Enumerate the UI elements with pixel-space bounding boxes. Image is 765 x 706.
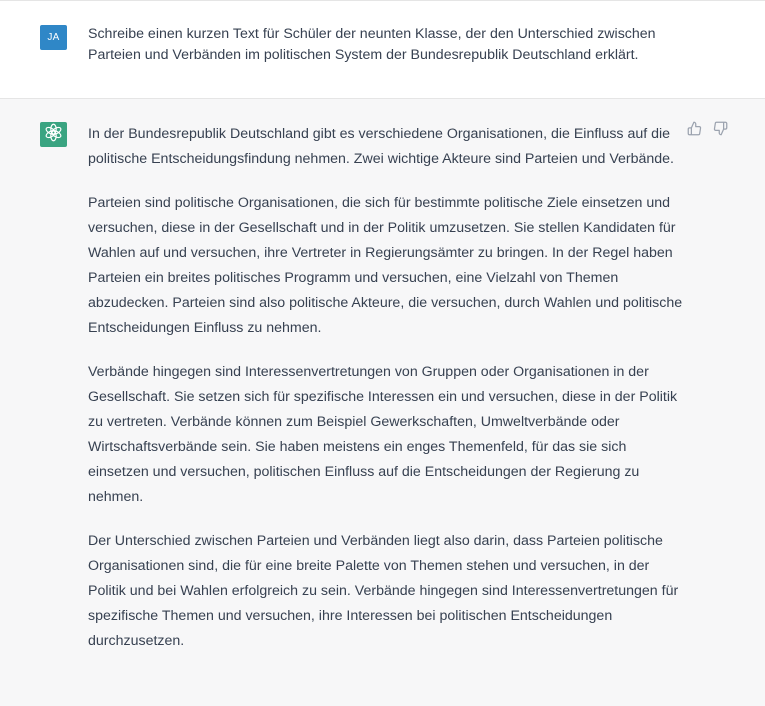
assistant-message-row xyxy=(0,99,765,706)
openai-logo-icon xyxy=(44,123,63,147)
assistant-avatar xyxy=(40,122,67,147)
assistant-paragraph: In der Bundesrepublik Deutschland gibt es verschiedene Organisationen, die Einfluss auf die politische Entscheidungsfindung nehmen. Zwei wichtige Akteure sind Parteien und Verbände. xyxy=(88,126,675,167)
user-avatar xyxy=(40,25,67,50)
assistant-paragraph: Der Unterschied zwischen Parteien und Verbänden liegt also darin, dass Parteien politische Organisationen sind, die für eine breite Palette von Themen stehen und versuchen, in der Politik und bei Wahlen erfolgreich zu sein. Verbände hingegen sind Interessenvertretungen für spezifische Themen und versuchen, ihre Interessen bei politischen Entscheidungen durchzusetzen. xyxy=(88,533,679,649)
assistant-paragraph: Parteien sind politische Organisationen, die sich für bestimmte politische Ziele einsetzen und versuchen, diese in der Gesellschaft und in der Politik umzusetzen. Sie stellen Kandidaten für Wahlen auf und versuchen, ihre Vertreter in Regierungsämter zu bringen. In der Regel haben Parteien ein breites politisches Programm und versuchen, eine Vielzahl von Themen abzudecken. Parteien sind also politische Akteure, die versuchen, durch Wahlen und politische Entscheidungen Einfluss zu nehmen. xyxy=(88,195,683,336)
thumbs-down-button[interactable] xyxy=(712,123,728,139)
assistant-paragraph: Verbände hingegen sind Interessenvertretungen von Gruppen oder Organisationen in der Gesellschaft. Sie setzen sich für spezifische Interessen ein und versuchen, diese in der Politik zu vertreten. Verbände können zum Beispiel Gewerkschaften, Umweltverbände oder Wirtschaftsverbände sein. Sie haben meistens ein enges Themenfeld, für das sie sich einsetzen und versuchen, politischen Einfluss auf die Entscheidungen der Regierung zu nehmen. xyxy=(88,364,678,505)
feedback-buttons xyxy=(686,123,728,139)
thumbs-down-icon xyxy=(713,121,728,141)
user-avatar-initials: JA xyxy=(47,32,60,43)
assistant-message-text xyxy=(88,122,683,673)
user-message-row xyxy=(0,1,765,99)
user-message-text: Schreibe einen kurzen Text für Schüler der neunten Klasse, der den Unterschied zwischen Parteien und Verbänden im politischen System der Bundesrepublik Deutschland erklärt. xyxy=(88,26,656,63)
thumbs-up-icon xyxy=(687,121,702,141)
thumbs-up-button[interactable] xyxy=(686,123,702,139)
